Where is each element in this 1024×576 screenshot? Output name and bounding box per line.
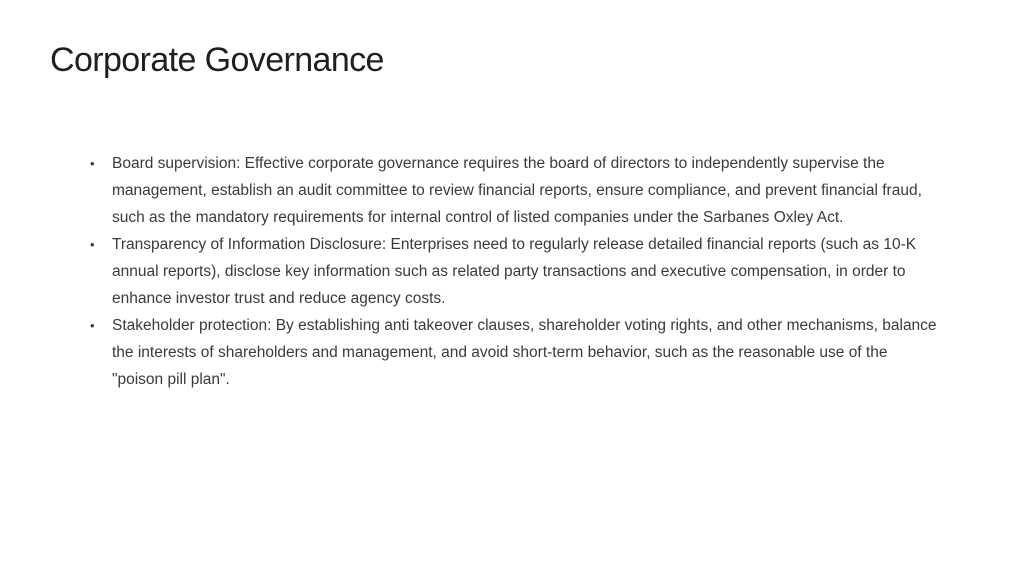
bullet-marker: • [90,318,95,333]
bullet-item-transparency [90,231,940,312]
bullet-item-stakeholder-protection [90,312,940,393]
bullet-text: Stakeholder protection: By establishing anti takeover clauses, shareholder voting rights, and other mechanisms, balance the interests of shareholders and management, and avoid short-term behavior, such as the reasonable use of the "poison pill plan". [112,317,937,388]
slide-title: Corporate Governance [50,41,384,79]
bullet-marker: • [90,237,95,252]
bullet-item-board-supervision [90,150,940,231]
bullet-text: Board supervision: Effective corporate governance requires the board of directors to independently supervise the management, establish an audit committee to review financial reports, ensure compliance, and prevent financial fraud, such as the mandatory requirements for internal control of listed companies under the Sarbanes Oxley Act. [112,155,922,226]
bullet-marker: • [90,156,95,171]
bullet-text: Transparency of Information Disclosure: Enterprises need to regularly release detailed financial reports (such as 10-K annual reports), disclose key information such as related party transactions and executive compensation, in order to enhance investor trust and reduce agency costs. [112,236,917,307]
bullet-list [90,150,940,393]
